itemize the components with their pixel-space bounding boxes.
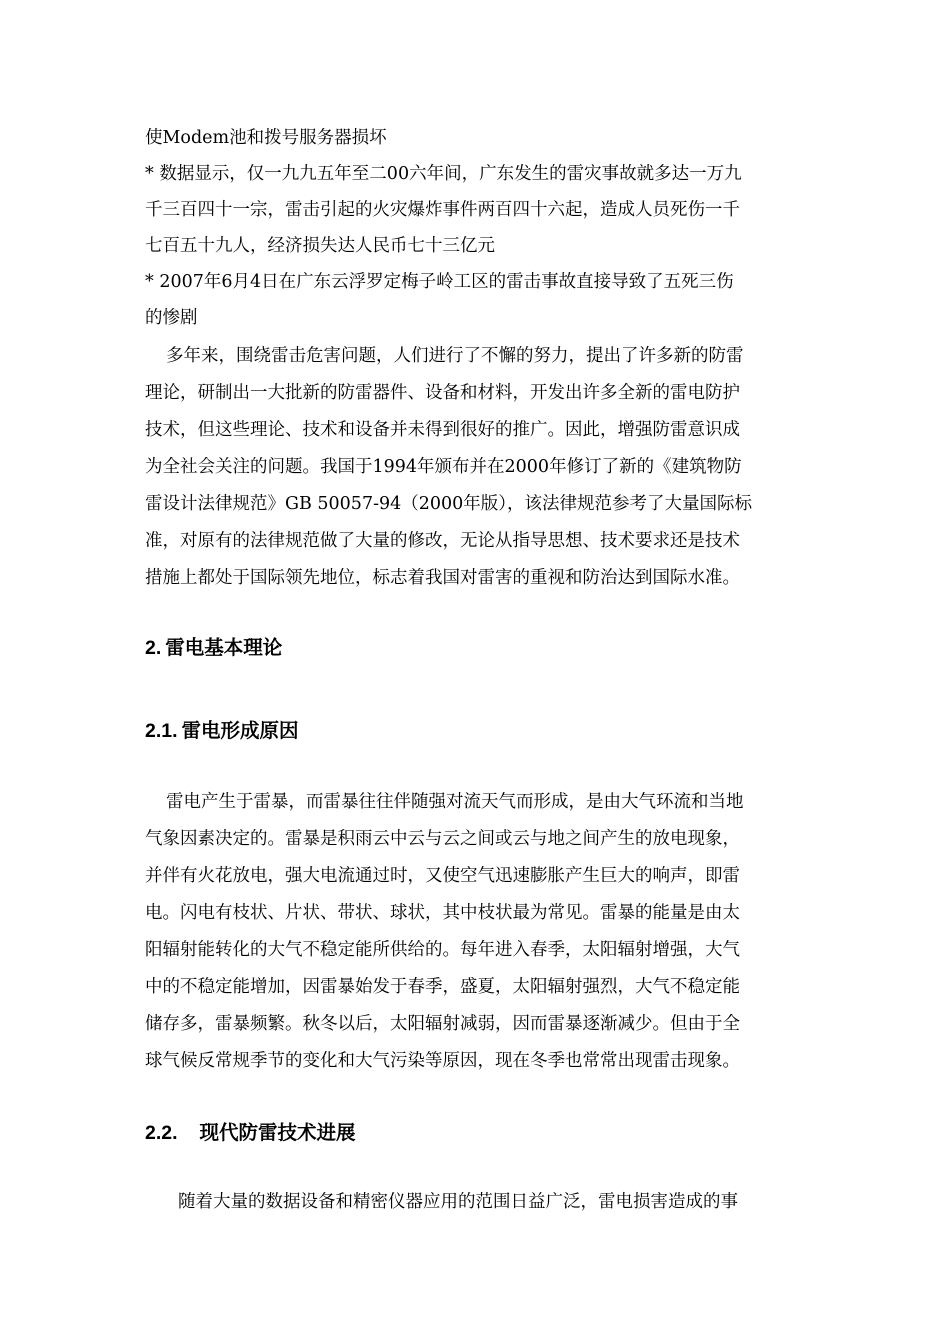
paragraph-line: 为全社会关注的问题。我国于1994年颁布并在2000年修订了新的《建筑物防: [145, 457, 742, 477]
section-title: 雷电基本理论: [165, 637, 283, 659]
subsection-title: 雷电形成原因: [181, 720, 299, 742]
paragraph-line: 准，对原有的法律规范做了大量的修改，无论从指导思想、技术要求还是技术: [145, 531, 740, 551]
subsection-number: 2.1.: [145, 720, 178, 742]
intro-line: * 2007年6月4日在广东云浮罗定梅子岭工区的雷击事故直接导致了五死三伤: [145, 272, 734, 292]
paragraph-line: 随着大量的数据设备和精密仪器应用的范围日益广泛，雷电损害造成的事: [178, 1192, 738, 1212]
paragraph-line: 电。闪电有枝状、片状、带状、球状，其中枝状最为常见。雷暴的能量是由太: [145, 903, 740, 923]
subsection-heading: [145, 1120, 356, 1146]
paragraph-line: 理论，研制出一大批新的防雷器件、设备和材料，开发出许多全新的雷电防护: [145, 383, 740, 403]
intro-line: 使Modem池和拨号服务器损坏: [145, 128, 387, 148]
paragraph-line: 中的不稳定能增加，因雷暴始发于春季，盛夏，太阳辐射强烈，大气不稳定能: [145, 977, 740, 997]
subsection-number: 2.2.: [145, 1122, 178, 1144]
paragraph-line: 并伴有火花放电，强大电流通过时，又使空气迅速膨胀产生巨大的响声，即雷: [145, 866, 740, 886]
subsection-heading: [145, 718, 299, 744]
paragraph-line: 雷设计法律规范》GB 50057-94（2000年版），该法律规范参考了大量国际标: [145, 494, 753, 514]
subsection-title: 现代防雷技术进展: [199, 1122, 356, 1144]
paragraph-line: 技术，但这些理论、技术和设备并未得到很好的推广。因此，增强防雷意识成: [145, 420, 740, 440]
intro-line: 千三百四十一宗，雷击引起的火灾爆炸事件两百四十六起，造成人员死伤一千: [145, 200, 740, 220]
paragraph-line: 气象因素决定的。雷暴是积雨云中云与云之间或云与地之间产生的放电现象，: [145, 829, 740, 849]
paragraph-line: 措施上都处于国际领先地位，标志着我国对雷害的重视和防治达到国际水准。: [145, 568, 740, 588]
intro-line: * 数据显示，仅一九九五年至二00六年间，广东发生的雷灾事故就多达一万九: [145, 164, 742, 184]
intro-line: 的惨剧: [145, 308, 198, 328]
paragraph-line: 储存多，雷暴频繁。秋冬以后，太阳辐射减弱，因而雷暴逐渐减少。但由于全: [145, 1014, 740, 1034]
paragraph-line: 阳辐射能转化的大气不稳定能所供给的。每年进入春季，太阳辐射增强，大气: [145, 940, 740, 960]
section-heading: [145, 635, 282, 661]
paragraph-line: 多年来，围绕雷击危害问题，人们进行了不懈的努力，提出了许多新的防雷: [166, 346, 744, 366]
paragraph-line: 球气候反常规季节的变化和大气污染等原因，现在冬季也常常出现雷击现象。: [145, 1051, 740, 1071]
section-number: 2.: [145, 637, 162, 659]
intro-line: 七百五十九人，经济损失达人民币七十三亿元: [145, 236, 495, 256]
paragraph-line: 雷电产生于雷暴，而雷暴往往伴随强对流天气而形成，是由大气环流和当地: [166, 792, 744, 812]
